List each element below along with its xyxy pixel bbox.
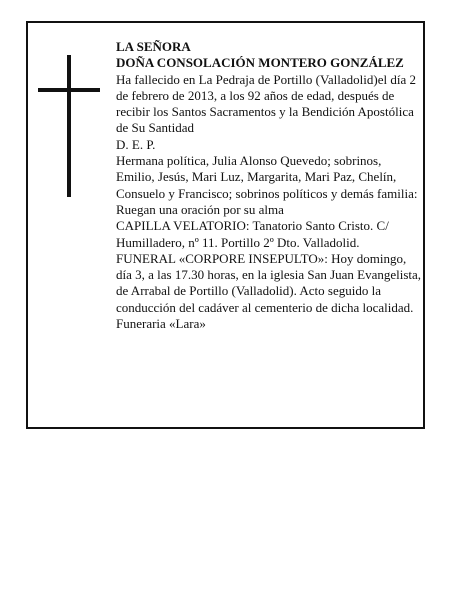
rip-abbreviation: D. E. P.: [116, 136, 156, 152]
prayer-request: Ruegan una oración por su alma: [116, 201, 284, 217]
obituary-notice: [26, 21, 425, 429]
death-details: Ha fallecido en La Pedraja de Portillo (Valladolid)el día 2 de febrero de 2013, a los 92 años de edad, después de recibir los Santos Sacramentos y la Bendición Apostólica de Su Santidad: [116, 71, 416, 136]
heading-title: LA SEÑORA: [116, 39, 191, 54]
chapel-details: CAPILLA VELATORIO: Tanatorio Santo Cristo. C/ Humilladero, nº 11. Portillo 2º Dto. Valladolid.: [116, 218, 389, 250]
family-list: Hermana política, Julia Alonso Quevedo; sobrinos, Emilio, Jesús, Mari Luz, Margarita, Mari Paz, Chelín, Consuelo y Francisco; sobrinos políticos y demás familia:: [116, 153, 418, 201]
funeral-home: Funeraria «Lara»: [116, 316, 206, 332]
obituary-text: [116, 39, 422, 332]
funeral-details: FUNERAL «CORPORE INSEPULTO»: Hoy domingo, día 3, a las 17.30 horas, en la iglesia San Juan Evangelista, de Arrabal de Portillo (Valladolid). Acto seguido la conducción del cadáver al cementerio de dicha localidad.: [116, 250, 422, 315]
cross-vertical-bar: [67, 55, 71, 197]
deceased-name: DOÑA CONSOLACIÓN MONTERO GONZÁLEZ: [116, 55, 404, 71]
cross-horizontal-bar: [38, 88, 100, 92]
